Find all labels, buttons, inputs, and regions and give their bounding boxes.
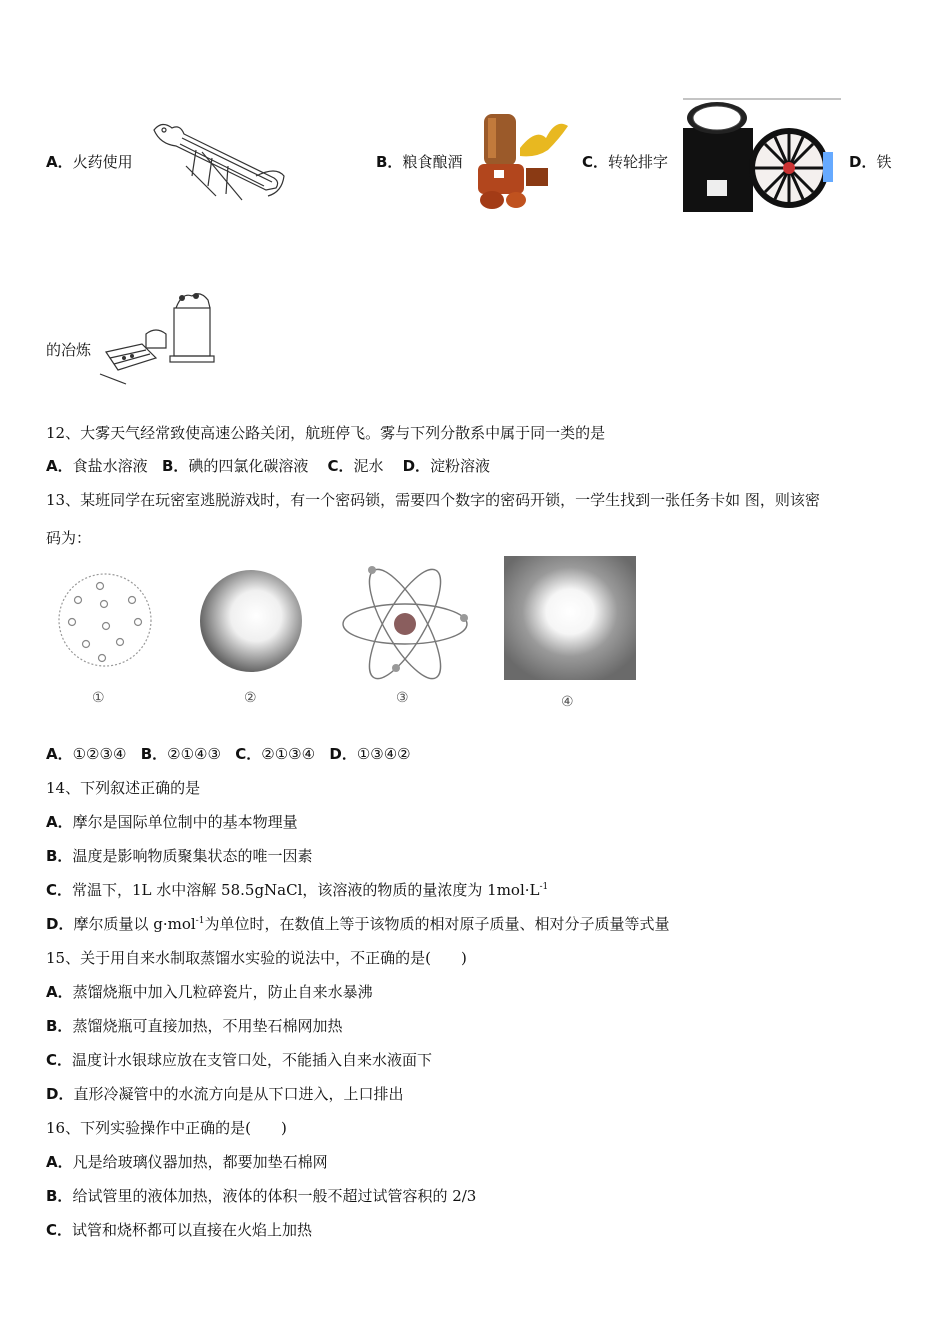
q13-stem-line1: 13、某班同学在玩密室逃脱游戏时，有一个密码锁，需要四个数字的密码开锁，一学生找到一张任务卡如 图，则该密 bbox=[46, 491, 820, 509]
option-label: D． bbox=[46, 915, 74, 933]
option-label: C． bbox=[46, 881, 73, 899]
option-label: C． bbox=[46, 1051, 73, 1069]
q14-option-b bbox=[46, 846, 312, 866]
q12-stem: 12、大雾天气经常致使高速公路关闭，航班停飞。雾与下列分散系中属于同一类的是 bbox=[46, 424, 606, 442]
option-text: 火药使用 bbox=[72, 153, 133, 171]
q16-option-b bbox=[46, 1186, 476, 1206]
option-text: 温度是影响物质聚集状态的唯一因素 bbox=[72, 847, 313, 865]
option-text: 摩尔质量以 g·mol bbox=[73, 915, 196, 933]
option-label: A． bbox=[46, 813, 73, 831]
q15-option-b bbox=[46, 1016, 342, 1036]
option-text: 试管和烧杯都可以直接在火焰上加热 bbox=[72, 1221, 313, 1239]
q15-stem: 15、关于用自来水制取蒸馏水实验的说法中，不正确的是( ) bbox=[46, 949, 467, 967]
option-label: A． bbox=[46, 457, 73, 475]
q14-stem: 14、下列叙述正确的是 bbox=[46, 779, 201, 797]
option-text: 为单位时，在数值上等于该物质的相对原子质量、相对分子质量等式量 bbox=[204, 915, 670, 933]
option-label: C． bbox=[582, 153, 609, 171]
solid-sphere-model-image bbox=[198, 568, 304, 674]
q14-option-a bbox=[46, 812, 298, 832]
option-label: B． bbox=[46, 847, 73, 865]
q11-option-c bbox=[582, 152, 668, 172]
wine-brewing-jars-image bbox=[476, 108, 572, 210]
option-text: 淀粉溶液 bbox=[430, 457, 491, 475]
q13-stem-line2: 码为： bbox=[46, 529, 92, 547]
option-text: ②①③④ bbox=[261, 745, 316, 763]
q11-option-b bbox=[376, 152, 462, 172]
q12-options bbox=[46, 456, 490, 476]
option-label: D． bbox=[329, 745, 357, 763]
electron-cloud-model-image bbox=[504, 556, 636, 680]
option-label: D． bbox=[402, 457, 431, 475]
q16-option-c bbox=[46, 1220, 312, 1240]
option-label: C． bbox=[235, 745, 262, 763]
option-label: B． bbox=[46, 1187, 73, 1205]
figure-caption-2: ② bbox=[244, 690, 257, 706]
option-label: A． bbox=[46, 1153, 73, 1171]
q16-stem: 16、下列实验操作中正确的是( ) bbox=[46, 1119, 287, 1137]
option-label: D． bbox=[46, 1085, 74, 1103]
q15-option-c bbox=[46, 1050, 432, 1070]
option-text: 温度计水银球应放在支管口处，不能插入自来水液面下 bbox=[72, 1051, 433, 1069]
option-text: 蒸馏烧瓶中加入几粒碎瓷片，防止自来水暴沸 bbox=[72, 983, 373, 1001]
option-label: C． bbox=[46, 1221, 73, 1239]
q14-option-c bbox=[46, 880, 548, 900]
option-text: ②①④③ bbox=[167, 745, 221, 763]
figure-caption-4: ④ bbox=[561, 694, 574, 710]
iron-smelting-image bbox=[96, 288, 222, 386]
figure-caption-1: ① bbox=[92, 690, 105, 706]
q15-option-d bbox=[46, 1084, 403, 1104]
option-text: 蒸馏烧瓶可直接加热，不用垫石棉网加热 bbox=[72, 1017, 343, 1035]
q11-option-d bbox=[849, 152, 891, 172]
option-text: 食盐水溶液 bbox=[72, 457, 148, 475]
option-label: B． bbox=[376, 153, 403, 171]
option-label: D． bbox=[849, 153, 877, 171]
option-text: 铁 bbox=[876, 153, 892, 171]
option-text: 给试管里的液体加热，液体的体积一般不超过试管容积的 2/3 bbox=[72, 1187, 477, 1205]
q16-option-a bbox=[46, 1152, 328, 1172]
option-label: A． bbox=[46, 745, 73, 763]
option-label: B． bbox=[46, 1017, 73, 1035]
option-label: B． bbox=[161, 457, 189, 475]
option-text: ①③④② bbox=[356, 745, 411, 763]
option-label: C． bbox=[327, 457, 354, 475]
option-label: A． bbox=[46, 153, 73, 171]
q14-option-d bbox=[46, 914, 669, 934]
superscript: -1 bbox=[539, 882, 549, 892]
option-text: 直形冷凝管中的水流方向是从下口进入，上口排出 bbox=[73, 1085, 404, 1103]
option-text: 常温下，1L 水中溶解 58.5gNaCl，该溶液的物质的量浓度为 1mol·L bbox=[72, 881, 540, 899]
gunpowder-rocket-image bbox=[146, 116, 286, 206]
option-text: 转轮排字 bbox=[608, 153, 669, 171]
figure-caption-3: ③ bbox=[396, 690, 409, 706]
q11-option-a bbox=[46, 152, 133, 172]
nuclear-planetary-model-image bbox=[340, 560, 470, 680]
option-label: B． bbox=[140, 745, 168, 763]
option-text: 泥水 bbox=[353, 457, 384, 475]
q15-option-a bbox=[46, 982, 373, 1002]
option-text: 摩尔是国际单位制中的基本物理量 bbox=[72, 813, 298, 831]
rotating-type-wheel-image bbox=[683, 98, 841, 212]
option-text: 碘的四氯化碳溶液 bbox=[188, 457, 309, 475]
q11-option-d-continued: 的冶炼 bbox=[46, 341, 92, 359]
option-label: A． bbox=[46, 983, 73, 1001]
plum-pudding-model-image bbox=[50, 570, 160, 670]
q13-options bbox=[46, 744, 411, 764]
superscript: -1 bbox=[195, 916, 205, 926]
option-text: ①②③④ bbox=[72, 745, 127, 763]
option-text: 凡是给玻璃仪器加热，都要加垫石棉网 bbox=[72, 1153, 328, 1171]
option-text: 粮食酿酒 bbox=[402, 153, 463, 171]
